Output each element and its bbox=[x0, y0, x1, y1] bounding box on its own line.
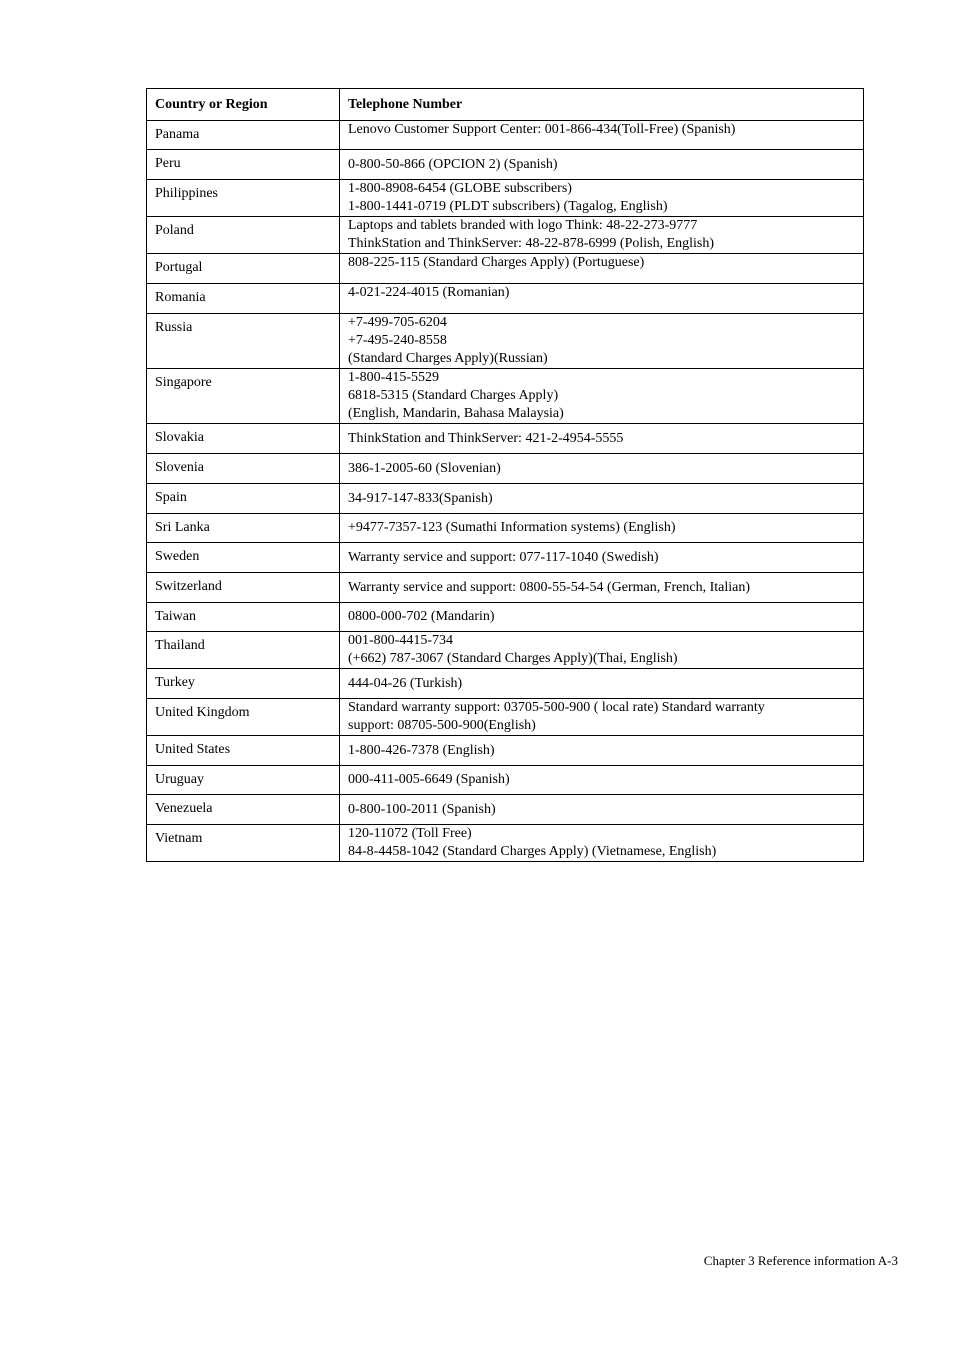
telephone-line: 120-11072 (Toll Free) bbox=[348, 826, 472, 841]
table-row bbox=[147, 699, 864, 736]
telephone-cell bbox=[340, 454, 864, 484]
country-cell: Sweden bbox=[147, 543, 340, 573]
telephone-line: 1-800-8908-6454 (GLOBE subscribers) bbox=[348, 181, 572, 196]
telephone-line: ThinkStation and ThinkServer: 421-2-4954-5555 bbox=[348, 430, 624, 446]
country-cell: Spain bbox=[147, 484, 340, 514]
table-row bbox=[147, 121, 864, 150]
country-cell: Vietnam bbox=[147, 825, 340, 862]
telephone-line: 1-800-426-7378 (English) bbox=[348, 742, 495, 758]
telephone-cell bbox=[340, 699, 864, 736]
telephone-line: (English, Mandarin, Bahasa Malaysia) bbox=[348, 406, 564, 421]
country-cell: Panama bbox=[147, 121, 340, 150]
telephone-line: Warranty service and support: 077-117-1040 (Swedish) bbox=[348, 549, 659, 565]
telephone-line: 001-800-4415-734 bbox=[348, 633, 453, 648]
telephone-line: +9477-7357-123 (Sumathi Information systems) (English) bbox=[348, 520, 676, 535]
telephone-cell bbox=[340, 669, 864, 699]
telephone-line: 000-411-005-6649 (Spanish) bbox=[348, 772, 510, 787]
telephone-line: 1-800-415-5529 bbox=[348, 370, 439, 385]
table-row bbox=[147, 795, 864, 825]
telephone-line: 4-021-224-4015 (Romanian) bbox=[348, 285, 510, 300]
telephone-line: Laptops and tablets branded with logo Think: 48-22-273-9777 bbox=[348, 218, 698, 233]
table-row bbox=[147, 424, 864, 454]
telephone-cell bbox=[340, 736, 864, 766]
telephone-cell bbox=[340, 424, 864, 454]
country-cell: Turkey bbox=[147, 669, 340, 699]
telephone-line: 808-225-115 (Standard Charges Apply) (Portuguese) bbox=[348, 255, 645, 270]
table-row bbox=[147, 284, 864, 314]
country-cell: Thailand bbox=[147, 632, 340, 669]
table-row bbox=[147, 736, 864, 766]
country-cell: Singapore bbox=[147, 369, 340, 424]
telephone-cell bbox=[340, 150, 864, 180]
country-cell: Venezuela bbox=[147, 795, 340, 825]
support-phone-table bbox=[146, 88, 864, 862]
telephone-cell bbox=[340, 180, 864, 217]
telephone-cell bbox=[340, 825, 864, 862]
telephone-cell bbox=[340, 766, 864, 795]
telephone-line: ThinkStation and ThinkServer: 48-22-878-6999 (Polish, English) bbox=[348, 236, 715, 251]
country-cell: Peru bbox=[147, 150, 340, 180]
telephone-cell bbox=[340, 603, 864, 632]
telephone-line: Standard warranty support: 03705-500-900 ( local rate) Standard warranty bbox=[348, 700, 765, 715]
telephone-line: 34-917-147-833(Spanish) bbox=[348, 490, 493, 506]
table-row bbox=[147, 766, 864, 795]
table-body bbox=[147, 121, 864, 862]
table-row bbox=[147, 314, 864, 369]
telephone-line: +7-499-705-6204 bbox=[348, 315, 447, 330]
telephone-cell bbox=[340, 314, 864, 369]
country-cell: Taiwan bbox=[147, 603, 340, 632]
country-cell: United Kingdom bbox=[147, 699, 340, 736]
country-cell: Portugal bbox=[147, 254, 340, 284]
telephone-line: 1-800-1441-0719 (PLDT subscribers) (Tagalog, English) bbox=[348, 199, 668, 214]
page-footer: Chapter 3 Reference information A-3 bbox=[703, 1253, 898, 1268]
country-cell: Sri Lanka bbox=[147, 514, 340, 543]
telephone-cell bbox=[340, 573, 864, 603]
telephone-line: 0-800-50-866 (OPCION 2) (Spanish) bbox=[348, 156, 558, 172]
country-cell: Russia bbox=[147, 314, 340, 369]
country-cell: Philippines bbox=[147, 180, 340, 217]
telephone-line: support: 08705-500-900(English) bbox=[348, 718, 536, 733]
country-cell: United States bbox=[147, 736, 340, 766]
telephone-line: 444-04-26 (Turkish) bbox=[348, 675, 463, 691]
telephone-cell bbox=[340, 369, 864, 424]
table-row bbox=[147, 454, 864, 484]
table-row bbox=[147, 484, 864, 514]
telephone-cell bbox=[340, 484, 864, 514]
table-row bbox=[147, 573, 864, 603]
telephone-cell bbox=[340, 284, 864, 314]
country-cell: Poland bbox=[147, 217, 340, 254]
telephone-cell bbox=[340, 514, 864, 543]
telephone-line: 6818-5315 (Standard Charges Apply) bbox=[348, 388, 559, 403]
table-row bbox=[147, 669, 864, 699]
telephone-cell bbox=[340, 543, 864, 573]
table-row bbox=[147, 603, 864, 632]
table-row bbox=[147, 514, 864, 543]
header-country: Country or Region bbox=[147, 89, 340, 121]
table-header-row bbox=[147, 89, 864, 121]
telephone-line: Lenovo Customer Support Center: 001-866-434(Toll-Free) (Spanish) bbox=[348, 122, 736, 137]
country-cell: Romania bbox=[147, 284, 340, 314]
table-row bbox=[147, 369, 864, 424]
table-row bbox=[147, 180, 864, 217]
telephone-cell bbox=[340, 632, 864, 669]
telephone-line: 0-800-100-2011 (Spanish) bbox=[348, 801, 496, 817]
telephone-line: 84-8-4458-1042 (Standard Charges Apply) (Vietnamese, English) bbox=[348, 844, 717, 859]
telephone-cell bbox=[340, 254, 864, 284]
telephone-cell bbox=[340, 217, 864, 254]
country-cell: Uruguay bbox=[147, 766, 340, 795]
table-row bbox=[147, 825, 864, 862]
telephone-line: (+662) 787-3067 (Standard Charges Apply)(Thai, English) bbox=[348, 651, 678, 666]
country-cell: Slovenia bbox=[147, 454, 340, 484]
country-cell: Switzerland bbox=[147, 573, 340, 603]
telephone-line: Warranty service and support: 0800-55-54-54 (German, French, Italian) bbox=[348, 579, 751, 595]
telephone-line: +7-495-240-8558 bbox=[348, 333, 447, 348]
telephone-line: (Standard Charges Apply)(Russian) bbox=[348, 351, 548, 366]
telephone-cell bbox=[340, 121, 864, 150]
table-row bbox=[147, 217, 864, 254]
telephone-line: 386-1-2005-60 (Slovenian) bbox=[348, 460, 501, 476]
header-telephone: Telephone Number bbox=[340, 89, 864, 121]
telephone-line: 0800-000-702 (Mandarin) bbox=[348, 609, 495, 624]
table-row bbox=[147, 632, 864, 669]
table-row bbox=[147, 150, 864, 180]
table-row bbox=[147, 254, 864, 284]
table-row bbox=[147, 543, 864, 573]
telephone-cell bbox=[340, 795, 864, 825]
country-cell: Slovakia bbox=[147, 424, 340, 454]
